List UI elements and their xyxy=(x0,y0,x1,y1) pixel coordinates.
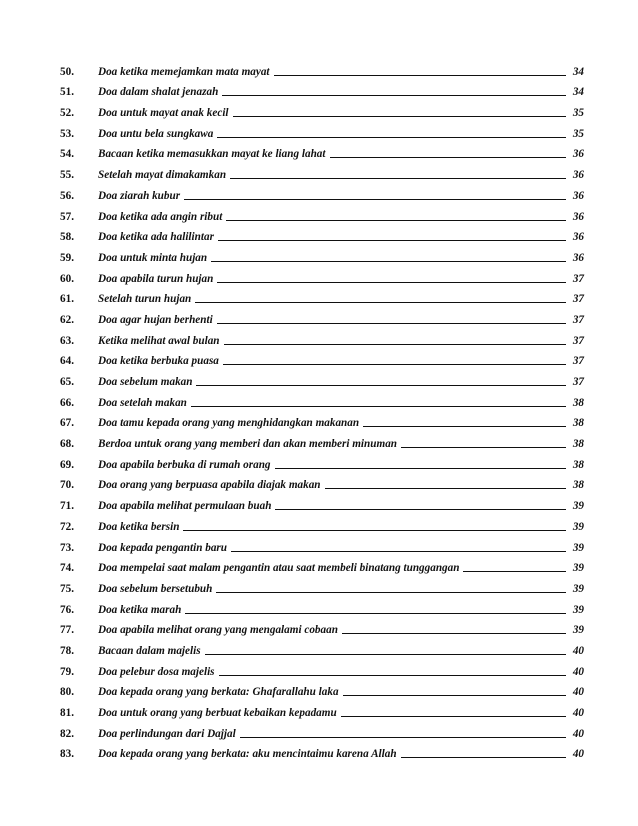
entry-page-number: 38 xyxy=(572,417,584,430)
entry-number: 61. xyxy=(60,293,74,306)
toc-entry xyxy=(60,740,584,761)
leader-line xyxy=(217,282,566,283)
entry-number: 71. xyxy=(60,500,74,513)
leader-line xyxy=(226,220,566,221)
toc-entry xyxy=(60,285,584,306)
entry-number: 69. xyxy=(60,458,74,471)
entry-number: 79. xyxy=(60,665,74,678)
entry-title: Doa ketika ada angin ribut xyxy=(98,210,223,223)
entry-title: Doa untu bela sungkawa xyxy=(98,127,214,140)
entry-title: Doa ketika ada halilintar xyxy=(98,231,214,244)
entry-number: 72. xyxy=(60,520,74,533)
leader-line xyxy=(195,302,566,303)
leader-line xyxy=(233,116,566,117)
entry-number: 55. xyxy=(60,169,74,182)
toc-entry xyxy=(60,264,584,285)
entry-number: 54. xyxy=(60,148,74,161)
entry-page-number: 39 xyxy=(572,520,584,533)
entry-number: 67. xyxy=(60,417,74,430)
entry-number: 65. xyxy=(60,376,74,388)
entry-page-number: 37 xyxy=(572,334,584,347)
entry-page-number: 39 xyxy=(572,500,584,513)
entry-number: 83. xyxy=(60,748,74,761)
entry-page-number: 37 xyxy=(572,293,584,306)
toc-entry xyxy=(60,243,584,264)
entry-title: Doa apabila melihat permulaan buah xyxy=(98,500,272,513)
table-of-contents xyxy=(60,57,584,760)
entry-number: 76. xyxy=(60,603,74,616)
entry-page-number: 38 xyxy=(572,396,584,409)
leader-line xyxy=(274,75,566,76)
entry-number: 63. xyxy=(60,334,74,347)
toc-entry xyxy=(60,657,584,678)
leader-line xyxy=(230,178,566,179)
leader-line xyxy=(185,613,566,614)
entry-page-number: 40 xyxy=(572,665,584,678)
leader-line xyxy=(219,675,566,676)
leader-line xyxy=(205,654,566,655)
toc-entry xyxy=(60,719,584,740)
entry-number: 64. xyxy=(60,355,74,368)
entry-page-number: 36 xyxy=(572,169,584,182)
leader-line xyxy=(183,530,566,531)
toc-entry xyxy=(60,57,584,78)
leader-line xyxy=(211,261,566,262)
entry-page-number: 39 xyxy=(572,562,584,575)
entry-number: 51. xyxy=(60,86,74,99)
leader-line xyxy=(342,633,566,634)
toc-entry xyxy=(60,181,584,202)
leader-line xyxy=(223,364,566,365)
entry-page-number: 38 xyxy=(572,458,584,471)
entry-page-number: 39 xyxy=(572,603,584,616)
entry-number: 74. xyxy=(60,562,74,575)
entry-title: Doa apabila turun hujan xyxy=(98,272,214,285)
entry-title: Doa untuk mayat anak kecil xyxy=(98,107,229,120)
toc-entry xyxy=(60,78,584,99)
entry-page-number: 36 xyxy=(572,231,584,244)
entry-title: Doa pelebur dosa majelis xyxy=(98,665,215,678)
leader-line xyxy=(217,137,566,138)
entry-page-number: 37 xyxy=(572,376,584,388)
entry-page-number: 38 xyxy=(572,438,584,451)
leader-line xyxy=(330,157,567,158)
leader-line xyxy=(191,406,566,407)
leader-line xyxy=(222,95,566,96)
entry-title: Doa kepada pengantin baru xyxy=(98,541,227,554)
entry-title: Doa ketika berbuka puasa xyxy=(98,355,219,368)
leader-line xyxy=(275,468,566,469)
leader-line xyxy=(224,344,566,345)
entry-page-number: 34 xyxy=(572,65,584,78)
entry-title: Doa agar hujan berhenti xyxy=(98,313,213,326)
entry-page-number: 34 xyxy=(572,86,584,99)
entry-title: Doa ziarah kubur xyxy=(98,189,181,202)
toc-entry xyxy=(60,140,584,161)
toc-entry xyxy=(60,367,584,388)
entry-number: 60. xyxy=(60,272,74,285)
toc-entry xyxy=(60,305,584,326)
entry-page-number: 37 xyxy=(572,272,584,285)
entry-number: 57. xyxy=(60,210,74,223)
entry-page-number: 37 xyxy=(572,355,584,368)
entry-title: Bacaan dalam majelis xyxy=(98,644,201,657)
entry-title: Doa untuk orang yang berbuat kebaikan kepadamu xyxy=(98,707,337,719)
entry-title: Doa ketika marah xyxy=(98,603,182,616)
toc-entry xyxy=(60,429,584,450)
entry-number: 80. xyxy=(60,686,74,699)
leader-line xyxy=(325,488,566,489)
entry-number: 68. xyxy=(60,438,74,451)
entry-page-number: 35 xyxy=(572,127,584,140)
entry-title: Doa mempelai saat malam pengantin atau saat membeli binatang tunggangan xyxy=(98,562,460,575)
entry-page-number: 40 xyxy=(572,686,584,699)
entry-number: 66. xyxy=(60,396,74,409)
toc-entry xyxy=(60,202,584,223)
entry-page-number: 36 xyxy=(572,148,584,161)
entry-title: Bacaan ketika memasukkan mayat ke liang lahat xyxy=(98,148,326,161)
leader-line xyxy=(218,240,566,241)
entry-page-number: 40 xyxy=(572,727,584,740)
toc-entry xyxy=(60,698,584,719)
leader-line xyxy=(275,509,566,510)
entry-number: 58. xyxy=(60,231,74,244)
leader-line xyxy=(341,716,566,717)
entry-page-number: 36 xyxy=(572,189,584,202)
entry-title: Setelah mayat dimakamkan xyxy=(98,169,227,182)
entry-number: 53. xyxy=(60,127,74,140)
toc-entry xyxy=(60,471,584,492)
toc-entry xyxy=(60,512,584,533)
leader-line xyxy=(240,737,566,738)
entry-title: Doa apabila melihat orang yang mengalami cobaan xyxy=(98,624,338,637)
entry-title: Doa sebelum bersetubuh xyxy=(98,582,213,595)
entry-title: Setelah turun hujan xyxy=(98,293,192,306)
toc-entry xyxy=(60,388,584,409)
leader-line xyxy=(216,592,566,593)
toc-entry xyxy=(60,98,584,119)
toc-entry xyxy=(60,160,584,181)
entry-page-number: 39 xyxy=(572,582,584,595)
entry-number: 50. xyxy=(60,65,74,78)
entry-page-number: 37 xyxy=(572,313,584,326)
toc-entry xyxy=(60,616,584,637)
entry-title: Doa kepada orang yang berkata: aku mencintaimu karena Allah xyxy=(98,748,397,761)
toc-entry xyxy=(60,450,584,471)
entry-number: 82. xyxy=(60,727,74,740)
entry-title: Doa tamu kepada orang yang menghidangkan makanan xyxy=(98,417,360,430)
entry-title: Berdoa untuk orang yang memberi dan akan memberi minuman xyxy=(98,438,398,451)
entry-page-number: 40 xyxy=(572,707,584,719)
entry-number: 59. xyxy=(60,251,74,264)
entry-page-number: 38 xyxy=(572,479,584,492)
toc-entry xyxy=(60,574,584,595)
entry-number: 52. xyxy=(60,107,74,120)
toc-entry xyxy=(60,636,584,657)
entry-page-number: 40 xyxy=(572,644,584,657)
leader-line xyxy=(184,199,566,200)
toc-entry xyxy=(60,223,584,244)
entry-number: 77. xyxy=(60,624,74,637)
entry-number: 73. xyxy=(60,541,74,554)
leader-line xyxy=(463,571,566,572)
entry-title: Doa setelah makan xyxy=(98,396,187,409)
entry-title: Doa sebelum makan xyxy=(98,376,193,388)
leader-line xyxy=(231,551,566,552)
toc-entry xyxy=(60,595,584,616)
toc-entry xyxy=(60,491,584,512)
toc-entry xyxy=(60,678,584,699)
leader-line xyxy=(196,385,566,386)
entry-title: Doa ketika memejamkan mata mayat xyxy=(98,65,270,78)
entry-title: Doa apabila berbuka di rumah orang xyxy=(98,458,271,471)
toc-entry xyxy=(60,409,584,430)
leader-line xyxy=(343,695,566,696)
entry-title: Ketika melihat awal bulan xyxy=(98,334,220,347)
toc-entry xyxy=(60,554,584,575)
leader-line xyxy=(217,323,566,324)
leader-line xyxy=(401,757,566,758)
entry-title: Doa perlindungan dari Dajjal xyxy=(98,727,236,740)
entry-page-number: 36 xyxy=(572,210,584,223)
entry-number: 78. xyxy=(60,644,74,657)
toc-entry xyxy=(60,326,584,347)
toc-entry xyxy=(60,119,584,140)
entry-title: Doa orang yang berpuasa apabila diajak makan xyxy=(98,479,321,492)
entry-title: Doa untuk minta hujan xyxy=(98,251,208,264)
entry-number: 70. xyxy=(60,479,74,492)
entry-title: Doa dalam shalat jenazah xyxy=(98,86,219,99)
entry-number: 56. xyxy=(60,189,74,202)
entry-number: 62. xyxy=(60,313,74,326)
entry-page-number: 39 xyxy=(572,624,584,637)
entry-page-number: 36 xyxy=(572,251,584,264)
entry-title: Doa ketika bersin xyxy=(98,520,180,533)
entry-page-number: 40 xyxy=(572,748,584,761)
leader-line xyxy=(401,447,566,448)
entry-page-number: 35 xyxy=(572,107,584,120)
entry-number: 75. xyxy=(60,582,74,595)
toc-entry xyxy=(60,347,584,368)
entry-title: Doa kepada orang yang berkata: Ghafarallahu laka xyxy=(98,686,339,699)
entry-number: 81. xyxy=(60,707,74,719)
entry-page-number: 39 xyxy=(572,541,584,554)
leader-line xyxy=(363,426,566,427)
toc-entry xyxy=(60,533,584,554)
